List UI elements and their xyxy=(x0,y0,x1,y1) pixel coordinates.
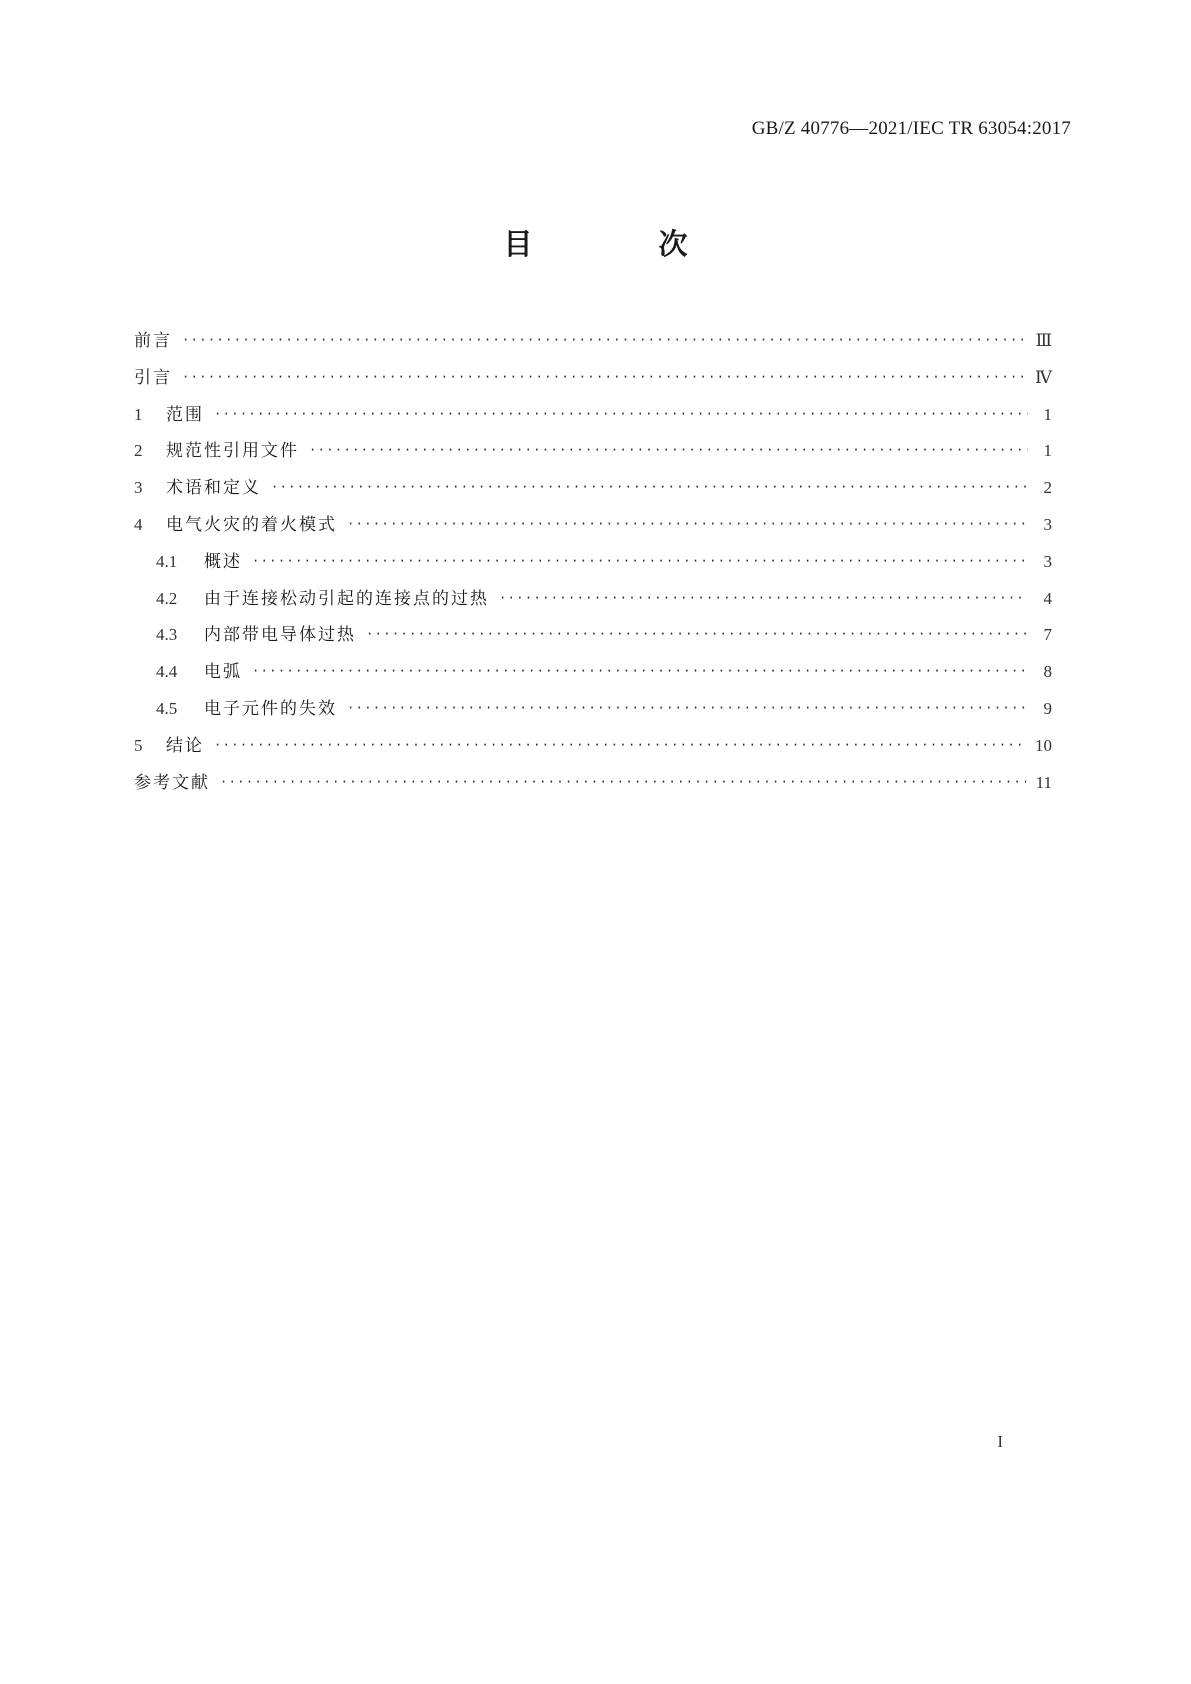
toc-entry-text: 电弧 xyxy=(204,662,242,683)
toc-title: 目 次 xyxy=(503,227,746,261)
toc-entry-text: 电气火灾的着火模式 xyxy=(166,514,337,535)
toc-entry-number: 4.2 xyxy=(156,588,178,608)
toc-entry[interactable] xyxy=(134,657,1052,694)
toc-entry[interactable] xyxy=(134,547,1052,584)
toc-leader-dots xyxy=(366,627,1028,641)
toc-entry-page: 9 xyxy=(1043,698,1052,718)
toc-entry[interactable] xyxy=(134,436,1052,473)
toc-entry-number: 5 xyxy=(134,735,143,755)
toc-leader-dots xyxy=(499,591,1028,605)
toc-entry-number: 4.5 xyxy=(156,698,178,718)
toc-entry-page: 1 xyxy=(1043,441,1052,461)
toc-entry-text: 结论 xyxy=(166,735,204,756)
toc-entry[interactable] xyxy=(134,620,1052,657)
toc-leader-dots xyxy=(182,333,1026,347)
toc-entry-page: Ⅲ xyxy=(1035,331,1052,350)
toc-entry-number: 4 xyxy=(134,514,143,534)
toc-entry[interactable] xyxy=(134,363,1052,400)
toc-leader-dots xyxy=(220,775,1026,789)
toc-entry-number: 4.3 xyxy=(156,625,178,645)
toc-entry-text: 范围 xyxy=(166,404,204,425)
document-standard-id: GB/Z 40776—2021/IEC TR 63054:2017 xyxy=(751,118,1071,139)
toc-leader-dots xyxy=(347,701,1028,715)
toc-entry-page: 7 xyxy=(1043,625,1052,645)
toc-entry-number: 1 xyxy=(134,404,143,424)
toc-entry-page: 3 xyxy=(1043,514,1052,534)
toc-leader-dots xyxy=(182,370,1025,384)
toc-leader-dots xyxy=(214,738,1025,752)
table-of-contents xyxy=(134,326,1052,804)
toc-entry-page: 11 xyxy=(1035,772,1052,792)
toc-entry-number: 2 xyxy=(134,441,143,461)
toc-entry-text: 规范性引用文件 xyxy=(166,441,299,462)
toc-entry[interactable] xyxy=(134,694,1052,731)
toc-entry-number: 4.4 xyxy=(156,662,178,682)
toc-entry-text: 前言 xyxy=(134,331,172,351)
toc-entry-number: 3 xyxy=(134,478,143,498)
toc-leader-dots xyxy=(271,480,1028,494)
toc-entry-page: 1 xyxy=(1043,404,1052,424)
toc-entry[interactable] xyxy=(134,473,1052,510)
toc-entry-text: 参考文献 xyxy=(134,772,210,793)
page-number: I xyxy=(997,1432,1003,1451)
toc-entry-text: 引言 xyxy=(134,367,172,388)
toc-entry-number: 4.1 xyxy=(156,551,178,571)
toc-entry-page: Ⅳ xyxy=(1035,367,1052,387)
toc-entry-page: 2 xyxy=(1043,478,1052,498)
toc-leader-dots xyxy=(347,517,1028,531)
toc-entry[interactable] xyxy=(134,731,1052,768)
toc-entry[interactable] xyxy=(134,326,1052,363)
toc-entry-page: 10 xyxy=(1035,735,1052,755)
toc-leader-dots xyxy=(252,664,1028,678)
toc-leader-dots xyxy=(309,443,1028,457)
toc-entry-text: 内部带电导体过热 xyxy=(204,625,356,646)
toc-entry-page: 4 xyxy=(1043,588,1052,608)
toc-entry[interactable] xyxy=(134,510,1052,547)
toc-entry-text: 电子元件的失效 xyxy=(204,698,337,719)
toc-entry[interactable] xyxy=(134,584,1052,621)
toc-entry-page: 3 xyxy=(1043,551,1052,571)
toc-entry[interactable] xyxy=(134,768,1052,805)
toc-entry-page: 8 xyxy=(1043,662,1052,682)
toc-leader-dots xyxy=(214,407,1028,421)
toc-entry[interactable] xyxy=(134,400,1052,437)
toc-entry-text: 术语和定义 xyxy=(166,478,261,499)
toc-entry-text: 概述 xyxy=(204,551,242,572)
toc-entry-text: 由于连接松动引起的连接点的过热 xyxy=(204,588,489,609)
toc-leader-dots xyxy=(252,554,1028,568)
